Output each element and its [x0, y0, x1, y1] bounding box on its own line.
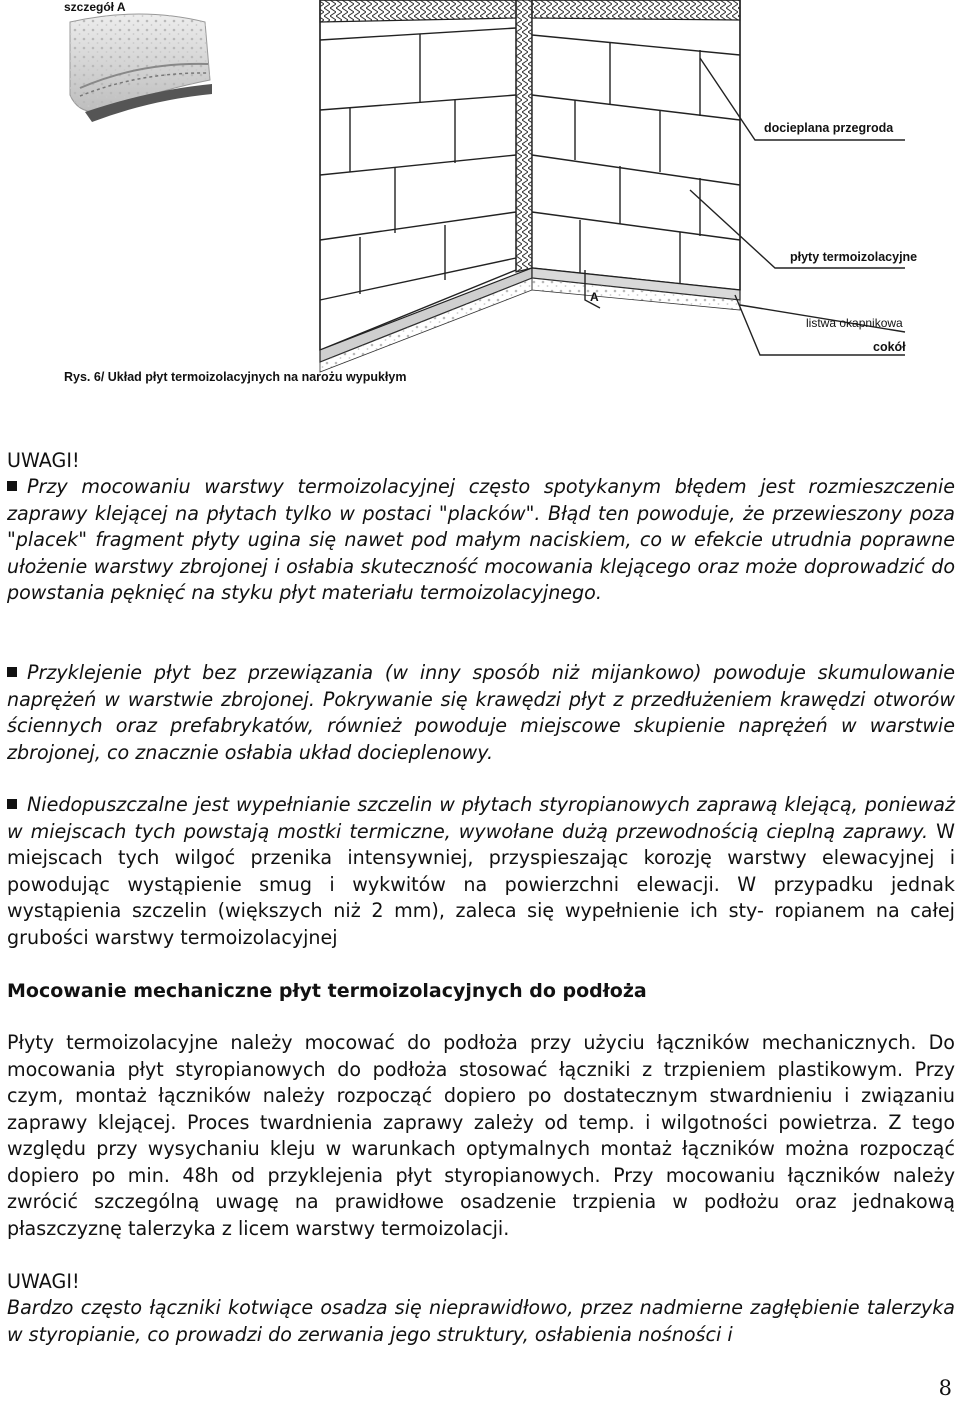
- boards-label: płyty termoizolacyjne: [790, 250, 918, 264]
- detail-a-label: szczegół A: [64, 0, 126, 14]
- notes-title-2: UWAGI!: [7, 1270, 80, 1293]
- bullet-icon: [7, 667, 17, 677]
- notes-title-1: UWAGI!: [7, 449, 80, 472]
- notes-body-2: [7, 660, 955, 766]
- note-2-italic: Przyklejenie płyt bez przewiązania (w inny sposób niż mijankowo) powoduje skumulowanie naprężeń w warstwie zbrojonej.: [7, 661, 955, 711]
- notes-body-final: [7, 1295, 955, 1348]
- final-note-paragraph: Bardzo często łączniki kotwiące osadza się nieprawidłowo, przez nadmierne zagłębienie talerzyka w styropianie, co prowadzi do zerwania jego struktury, osłabienia nośności i: [7, 1296, 955, 1346]
- section-paragraph: Płyty termoizolacyjne należy mocować do podłoża przy użyciu łączników mechanicznych. Do mocowania płyt styropianowych do podłoża stosować łączniki z trzpieniem plastikowym. Przy czym, montaż łączników należy rozpocząć dopiero po dostatecznym stwardnieniu i związaniu zaprawy klejącej. Proces twardnienia zaprawy zależy od temp. i wilgotności powietrza. Z tego względu przy wysychaniu kleju w warunkach optymalnych montaż łączników można rozpocząć dopiero po min. 48h od przyklejenia płyt styropianowych. Przy mocowaniu łączników należy zwrócić szczególną uwagę na prawidłowe osadzenie trzpienia w podłożu oraz jednakową płaszczyznę talerzyka z licem warstwy termoizolacji.: [7, 1031, 955, 1240]
- partition-label: docieplana przegroda: [764, 121, 894, 135]
- drip-strip-label: listwa okapnikowa: [806, 316, 903, 330]
- notes-body-3: [7, 792, 955, 951]
- bullet-icon: [7, 799, 17, 809]
- note-paragraph-3: [7, 792, 955, 951]
- section-heading: Mocowanie mechaniczne płyt termoizolacyjnych do podłoża: [7, 980, 647, 1002]
- bullet-icon: [7, 481, 17, 491]
- note-paragraph-2: [7, 660, 955, 766]
- plinth-label: cokół: [873, 340, 906, 354]
- page-number: 8: [938, 1376, 952, 1400]
- point-a-label: A: [590, 290, 599, 304]
- corner-insulation-edge: [516, 0, 532, 272]
- note-3-italic: Niedopuszczalne jest wypełnianie szczelin w płytach styropianowych zaprawą klejącą, ponieważ w miejscach tych powstają mostki termiczne, wywołane dużą przewodnością cieplną zaprawy.: [7, 793, 955, 843]
- note-1-text: Przy mocowaniu warstwy termoizolacyjnej często spotykanym błędem jest rozmieszczenie zaprawy klejącej na płytach tylko w postaci "placków". Błąd ten powoduje, że przewieszony poza "placek" fragment płyty ugina się nawet pod małym naciskiem, co w efekcie utrudnia poprawne ułożenie warstwy zbrojonej i osłabia skuteczność mocowania klejącego oraz może doprowadzić do powstania pęknięć na styku płyt materiału termoizolacyjnego.: [7, 475, 955, 604]
- wall-right-face: [532, 0, 740, 290]
- figure-caption: Rys. 6/ Układ płyt termoizolacyjnych na narożu wypukłym: [64, 370, 407, 384]
- detail-a-inset: [70, 14, 212, 122]
- section-body: [7, 1030, 955, 1242]
- notes-body-1: [7, 474, 955, 607]
- figure-corner-layout: [0, 0, 960, 400]
- note-paragraph-1: [7, 474, 955, 607]
- note-3-rest: W miejscach tych wilgoć przenika intensywniej, przyspieszając korozję warstwy elewacyjnej i powodując wystąpienie smug i wykwitów na powierzchni elewacji. W przypadku jednak wystąpienia szczelin (większych niż 2 mm), zaleca się wypełnienie ich sty- ropianem na całej grubości warstwy termoizolacyjnej: [7, 819, 955, 949]
- note-2-rest: Pokrywanie się krawędzi płyt z przedłużeniem krawędzi otworów ściennych oraz prefabrykatów, również powoduje miejscowe skupienie naprężeń w warstwie zbrojonej, co znacznie osłabia układ docieplenowy.: [7, 687, 955, 764]
- wall-corner-diagram: [0, 0, 960, 400]
